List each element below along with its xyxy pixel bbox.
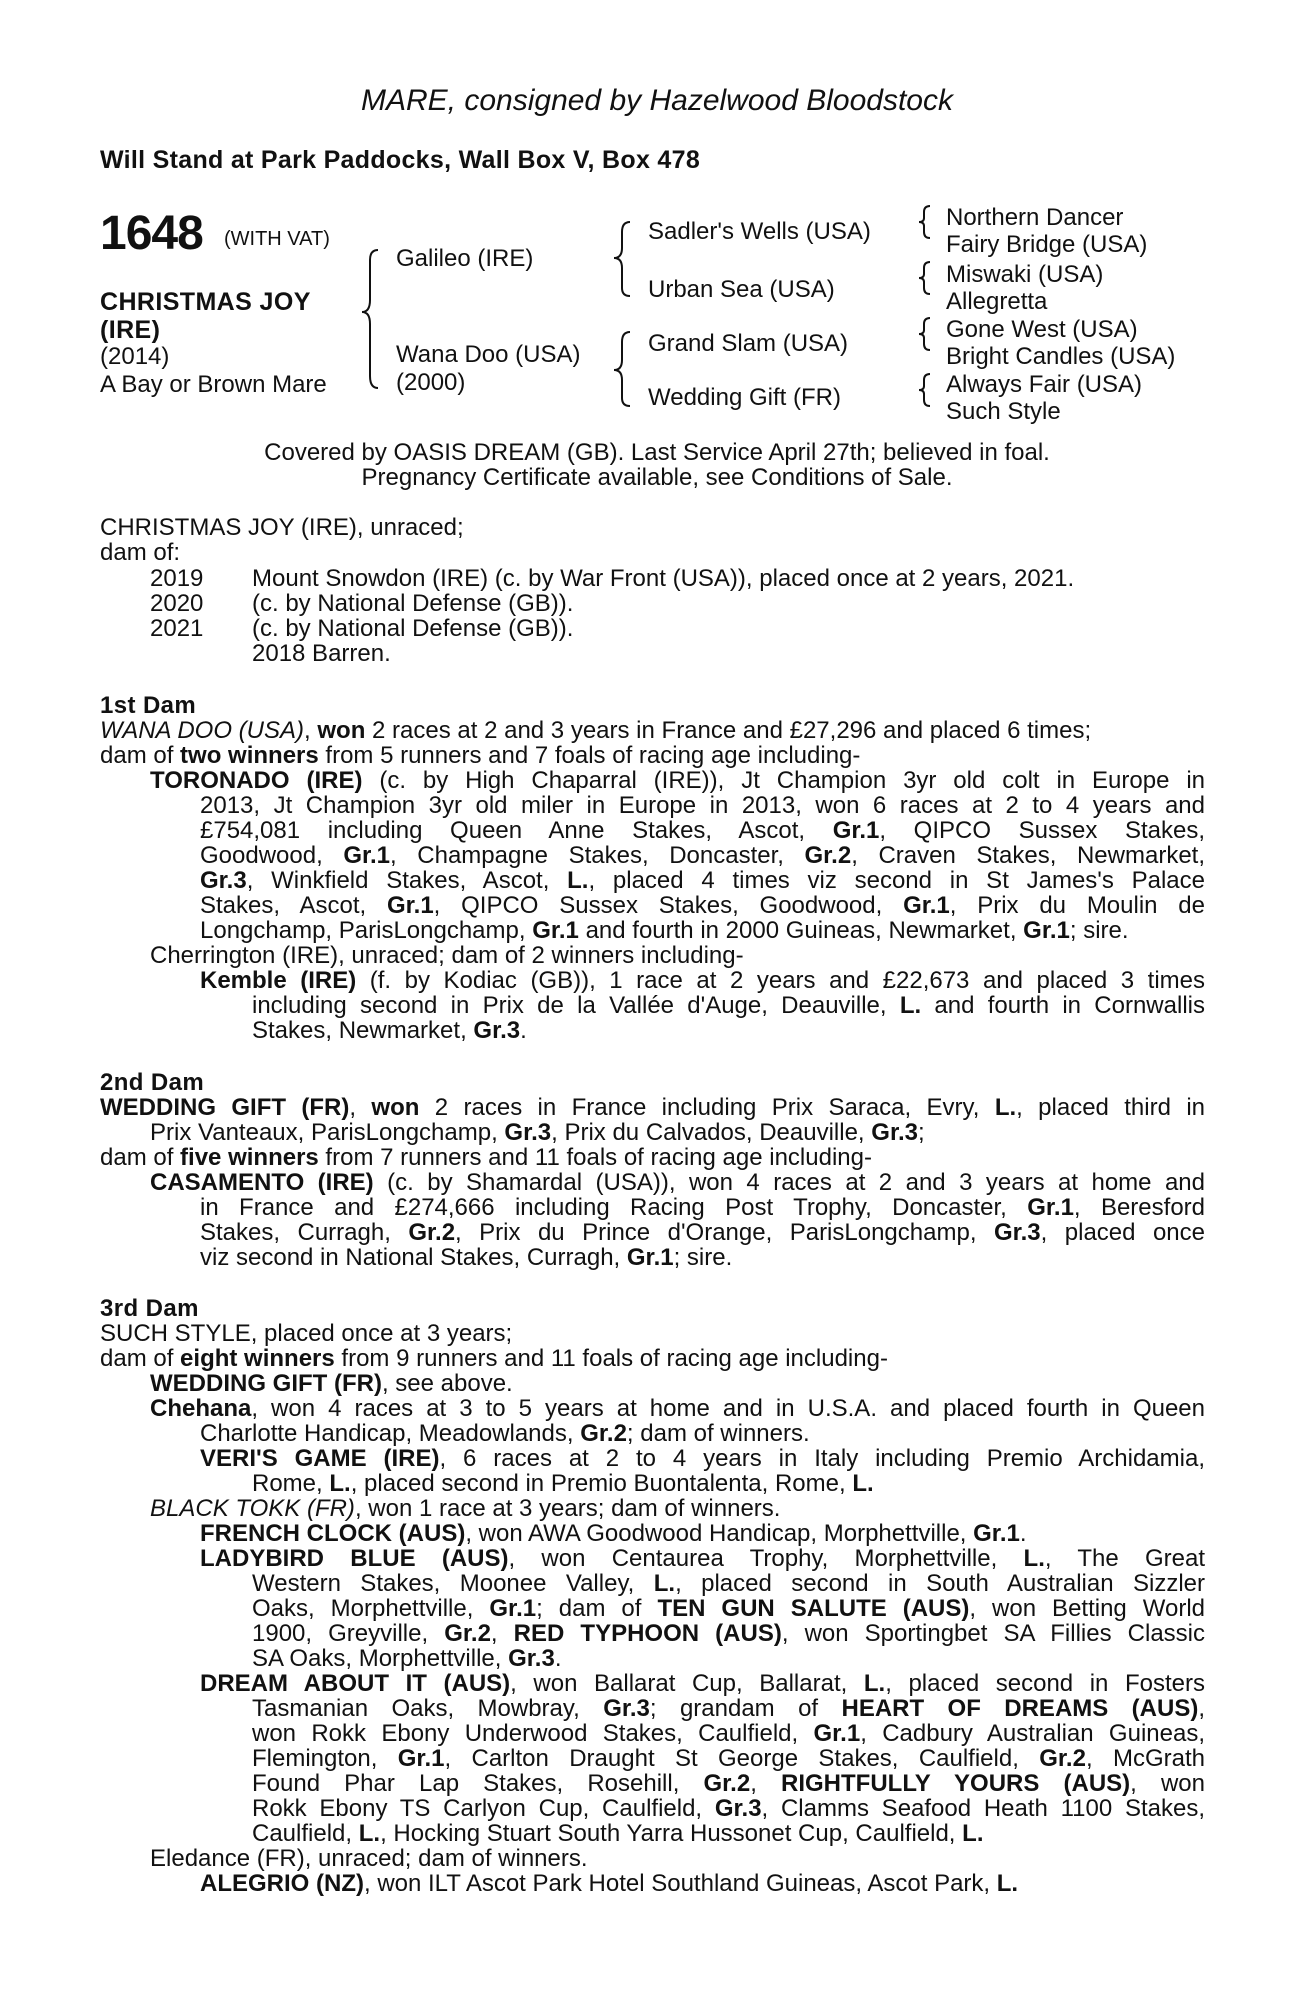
casamento-line: CASAMENTO (IRE) (c. by Shamardal (USA)), won 4 races at 2 and 3 years at home and bbox=[150, 1169, 1205, 1196]
second-dam-line: dam of five winners from 7 runners and 11 foals of racing age including- bbox=[100, 1144, 872, 1171]
dream-about-it-line: Rokk Ebony TS Carlyon Cup, Caulfield, Gr.3, Clamms Seafood Heath 1100 Stakes, bbox=[252, 1795, 1206, 1822]
eledance-line: Eledance (FR), unraced; dam of winners. bbox=[150, 1845, 588, 1872]
gen3-8: Such Style bbox=[946, 398, 1061, 425]
third-dam-heading: 3rd Dam bbox=[100, 1295, 199, 1322]
toronado-line: Goodwood, Gr.1, Champagne Stakes, Doncaster, Gr.2, Craven Stakes, Newmarket, bbox=[200, 842, 1206, 869]
dream-about-it-line: DREAM ABOUT IT (AUS), won Ballarat Cup, Ballarat, L., placed second in Fosters bbox=[200, 1670, 1205, 1697]
gen3-6: Bright Candles (USA) bbox=[946, 343, 1176, 370]
dam-year: (2000) bbox=[396, 369, 466, 396]
covering-note: Covered by OASIS DREAM (GB). Last Service April 27th; believed in foal. bbox=[264, 439, 1050, 466]
cherrington-line: Cherrington (IRE), unraced; dam of 2 winners including- bbox=[150, 942, 744, 969]
consignor-header: MARE, consigned by Hazelwood Bloodstock bbox=[361, 84, 953, 117]
produce-year: 2020 bbox=[150, 590, 204, 617]
casamento-line: Stakes, Curragh, Gr.2, Prix du Prince d'Orange, ParisLongchamp, Gr.3, placed once bbox=[200, 1219, 1206, 1246]
veris-game-line: Rome, L., placed second in Premio Buontalenta, Rome, L. bbox=[252, 1470, 874, 1497]
horse-description: A Bay or Brown Mare bbox=[100, 371, 327, 398]
wedding-gift-line: WEDDING GIFT (FR), see above. bbox=[150, 1370, 513, 1397]
black-tokk-line: BLACK TOKK (FR), won 1 race at 3 years; dam of winners. bbox=[150, 1495, 781, 1522]
produce-text: (c. by National Defense (GB)). bbox=[252, 615, 574, 642]
chehana-line: Charlotte Handicap, Meadowlands, Gr.2; dam of winners. bbox=[200, 1420, 810, 1447]
ladybird-blue-line: LADYBIRD BLUE (AUS), won Centaurea Trophy, Morphettville, L., The Great bbox=[200, 1545, 1206, 1572]
first-dam-line: WANA DOO (USA), won 2 races at 2 and 3 years in France and £27,296 and placed 6 times; bbox=[100, 717, 1092, 744]
toronado-line: Longchamp, ParisLongchamp, Gr.1 and fourth in 2000 Guineas, Newmarket, Gr.1; sire. bbox=[200, 917, 1129, 944]
sire: Galileo (IRE) bbox=[396, 245, 534, 272]
dream-about-it-line: Tasmanian Oaks, Mowbray, Gr.3; grandam of HEART OF DREAMS (AUS), bbox=[252, 1695, 1205, 1722]
second-dam-line: WEDDING GIFT (FR), won 2 races in France including Prix Saraca, Evry, L., placed third in bbox=[100, 1094, 1206, 1121]
gen3-4: Allegretta bbox=[946, 288, 1048, 315]
vat-note: (WITH VAT) bbox=[224, 228, 330, 250]
dam-sire: Grand Slam (USA) bbox=[648, 330, 849, 357]
second-dam-line: Prix Vanteaux, ParisLongchamp, Gr.3, Prix du Calvados, Deauville, Gr.3; bbox=[150, 1119, 925, 1146]
toronado-line: Gr.3, Winkfield Stakes, Ascot, L., placed 4 times viz second in St James's Palace bbox=[200, 867, 1206, 894]
kemble-line: including second in Prix de la Vallée d'Auge, Deauville, L. and fourth in Cornwallis bbox=[252, 992, 1205, 1019]
sire-dam: Urban Sea (USA) bbox=[648, 276, 835, 303]
dream-about-it-line: won Rokk Ebony Underwood Stakes, Caulfield, Gr.1, Cadbury Australian Guineas, bbox=[252, 1720, 1205, 1747]
kemble-line: Stakes, Newmarket, Gr.3. bbox=[252, 1017, 527, 1044]
first-dam-line: dam of two winners from 5 runners and 7 foals of racing age including- bbox=[100, 742, 861, 769]
produce-year: 2021 bbox=[150, 615, 204, 642]
gen3-3: Miswaki (USA) bbox=[946, 261, 1104, 288]
first-dam-heading: 1st Dam bbox=[100, 692, 197, 719]
horse-name-suffix: (IRE) bbox=[100, 316, 161, 344]
toronado-line: TORONADO (IRE) (c. by High Chaparral (IRE)), Jt Champion 3yr old colt in Europe in bbox=[150, 767, 1206, 794]
dam-dam: Wedding Gift (FR) bbox=[648, 384, 841, 411]
foaling-year: (2014) bbox=[100, 343, 170, 370]
dam: Wana Doo (USA) bbox=[396, 341, 581, 368]
produce-barren: 2018 Barren. bbox=[252, 640, 391, 667]
third-dam-line: dam of eight winners from 9 runners and 11 foals of racing age including- bbox=[100, 1345, 888, 1372]
french-clock-line: FRENCH CLOCK (AUS), won AWA Goodwood Handicap, Morphettville, Gr.1. bbox=[200, 1520, 1027, 1547]
gen3-5: Gone West (USA) bbox=[946, 316, 1138, 343]
stand-location: Will Stand at Park Paddocks, Wall Box V, Box 478 bbox=[100, 146, 701, 174]
toronado-line: 2013, Jt Champion 3yr old miler in Europe in 2013, won 6 races at 2 to 4 years and bbox=[200, 792, 1205, 819]
produce-intro: CHRISTMAS JOY (IRE), unraced; bbox=[100, 514, 464, 541]
ladybird-blue-line: Oaks, Morphettville, Gr.1; dam of TEN GUN SALUTE (AUS), won Betting World bbox=[252, 1595, 1206, 1622]
kemble-line: Kemble (IRE) (f. by Kodiac (GB)), 1 race at 2 years and £22,673 and placed 3 times bbox=[200, 967, 1206, 994]
dream-about-it-line: Caulfield, L., Hocking Stuart South Yarra Hussonet Cup, Caulfield, L. bbox=[252, 1820, 984, 1847]
casamento-line: in France and £274,666 including Racing Post Trophy, Doncaster, Gr.1, Beresford bbox=[200, 1194, 1206, 1221]
ladybird-blue-line: 1900, Greyville, Gr.2, RED TYPHOON (AUS), won Sportingbet SA Fillies Classic bbox=[252, 1620, 1205, 1647]
veris-game-line: VERI'S GAME (IRE), 6 races at 2 to 4 years in Italy including Premio Archidamia, bbox=[200, 1445, 1205, 1472]
produce-dam-of: dam of: bbox=[100, 539, 181, 566]
horse-name: CHRISTMAS JOY bbox=[100, 288, 311, 316]
gen3-2: Fairy Bridge (USA) bbox=[946, 231, 1148, 258]
ladybird-blue-line: SA Oaks, Morphettville, Gr.3. bbox=[252, 1645, 562, 1672]
casamento-line: viz second in National Stakes, Curragh, Gr.1; sire. bbox=[200, 1244, 733, 1271]
third-dam-line: SUCH STYLE, placed once at 3 years; bbox=[100, 1320, 513, 1347]
gen3-1: Northern Dancer bbox=[946, 204, 1124, 231]
second-dam-heading: 2nd Dam bbox=[100, 1069, 205, 1096]
dream-about-it-line: Flemington, Gr.1, Carlton Draught St George Stakes, Caulfield, Gr.2, McGrath bbox=[252, 1745, 1205, 1772]
pregnancy-note: Pregnancy Certificate available, see Conditions of Sale. bbox=[361, 464, 953, 491]
toronado-line: £754,081 including Queen Anne Stakes, Ascot, Gr.1, QIPCO Sussex Stakes, bbox=[200, 817, 1205, 844]
dream-about-it-line: Found Phar Lap Stakes, Rosehill, Gr.2, RIGHTFULLY YOURS (AUS), won bbox=[252, 1770, 1205, 1797]
produce-text: Mount Snowdon (IRE) (c. by War Front (USA)), placed once at 2 years, 2021. bbox=[252, 565, 1075, 592]
toronado-line: Stakes, Ascot, Gr.1, QIPCO Sussex Stakes, Goodwood, Gr.1, Prix du Moulin de bbox=[200, 892, 1205, 919]
gen3-7: Always Fair (USA) bbox=[946, 371, 1143, 398]
lot-number: 1648 bbox=[100, 207, 203, 260]
alegrio-line: ALEGRIO (NZ), won ILT Ascot Park Hotel Southland Guineas, Ascot Park, L. bbox=[200, 1870, 1019, 1897]
ladybird-blue-line: Western Stakes, Moonee Valley, L., placed second in South Australian Sizzler bbox=[252, 1570, 1205, 1597]
chehana-line: Chehana, won 4 races at 3 to 5 years at home and in U.S.A. and placed fourth in Queen bbox=[150, 1395, 1205, 1422]
sire-sire: Sadler's Wells (USA) bbox=[648, 218, 871, 245]
produce-text: (c. by National Defense (GB)). bbox=[252, 590, 574, 617]
produce-year: 2019 bbox=[150, 565, 204, 592]
